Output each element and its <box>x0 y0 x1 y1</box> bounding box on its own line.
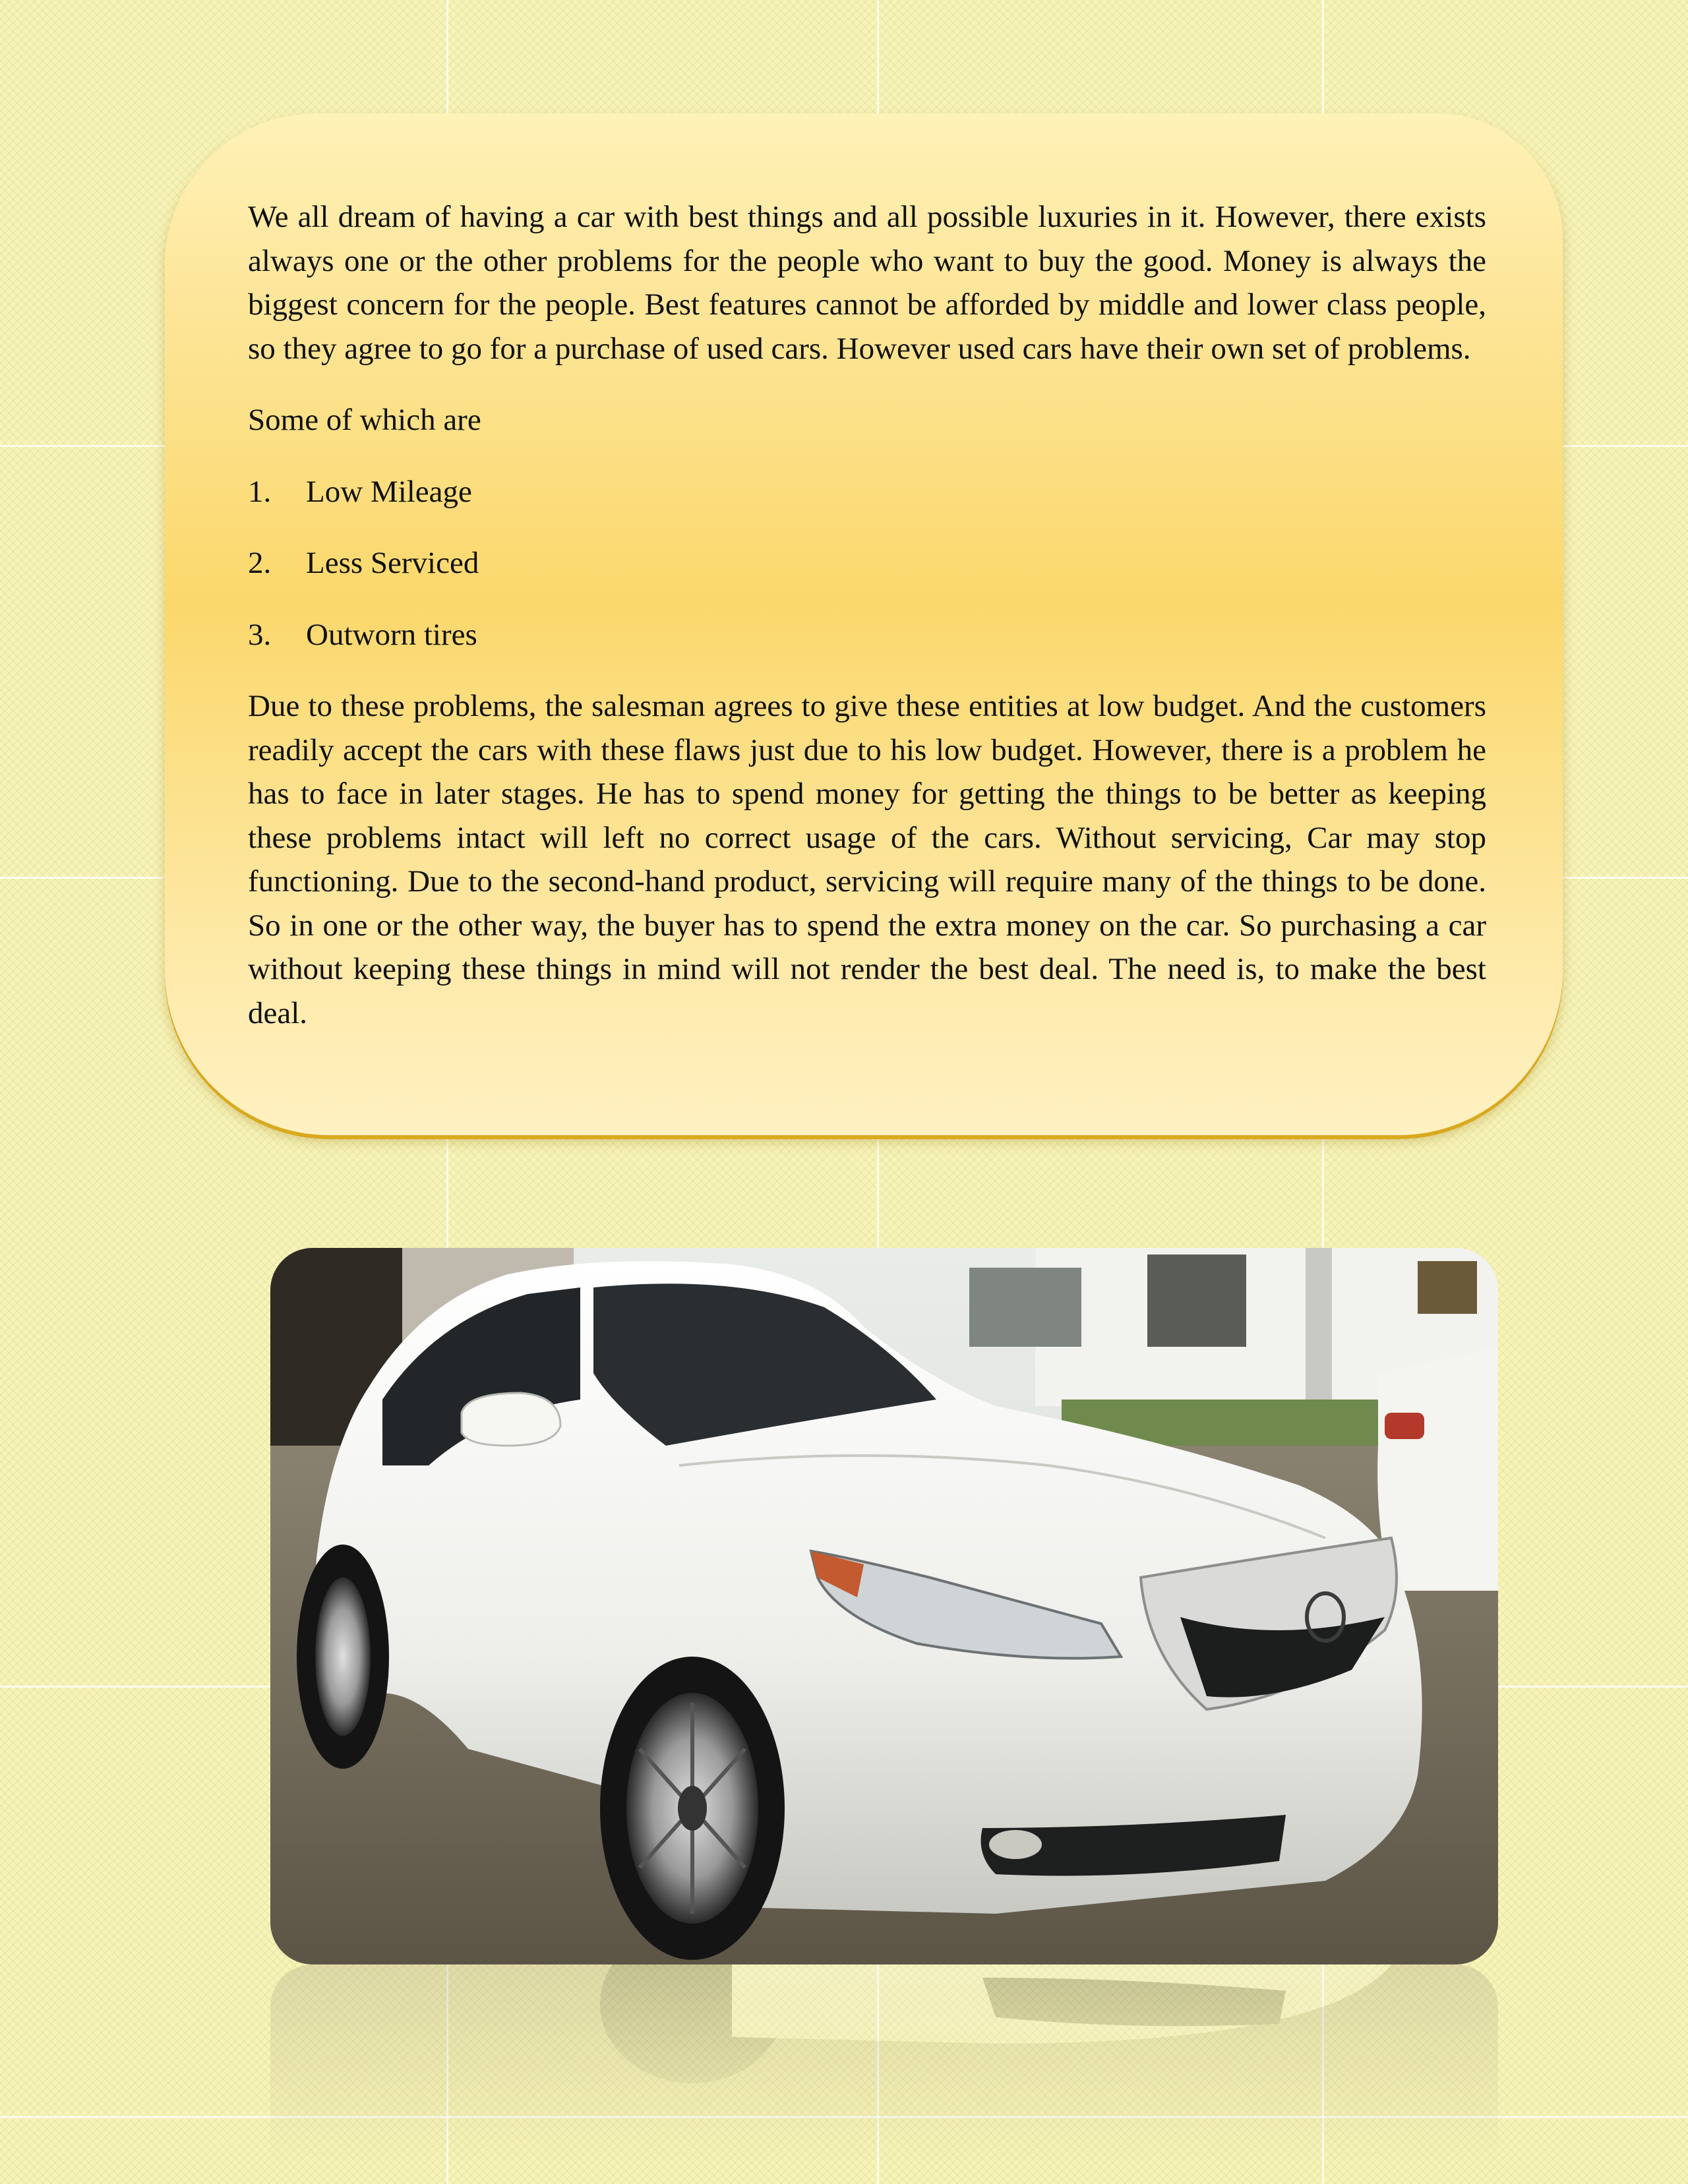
list-item <box>248 541 1486 585</box>
conclusion-paragraph: Due to these problems, the salesman agrees to give these entities at low budget. And the customers readily accept the cars with these flaws just due to his low budget. However, there is a problem he has to face in later stages. He has to spend money for getting the things to be better as keeping these problems intact will left no correct usage of the cars. Without servicing, Car may stop functioning. Due to the second-hand product, servicing will require many of the things to be done. So in one or the other way, the buyer has to spend the extra money on the car. So purchasing a car without keeping these things in mind will not render the best deal. The need is, to make the best deal. <box>248 689 1486 1030</box>
list-item-number: 1. <box>248 474 272 509</box>
article-panel <box>165 113 1563 1135</box>
car-photo <box>270 1248 1498 1964</box>
intro-paragraph: We all dream of having a car with best things and all possible luxuries in it. However, there exists always one or the other problems for the people who want to buy the good. Money is always the biggest concern for the people. Best features cannot be afforded by middle and lower class people, so they agree to go for a purchase of used cars. However used cars have their own set of problems. <box>248 200 1486 366</box>
lead-in-text: Some of which are <box>248 403 481 437</box>
list-item <box>248 470 1486 514</box>
list-item-number: 3. <box>248 617 272 652</box>
list-item-text: Low Mileage <box>306 474 472 509</box>
car-photo-reflection <box>270 1964 1498 2162</box>
problem-list <box>248 470 1486 657</box>
list-item-text: Less Serviced <box>306 546 479 580</box>
list-item <box>248 613 1486 657</box>
list-item-text: Outworn tires <box>306 617 477 652</box>
list-item-number: 2. <box>248 546 272 580</box>
